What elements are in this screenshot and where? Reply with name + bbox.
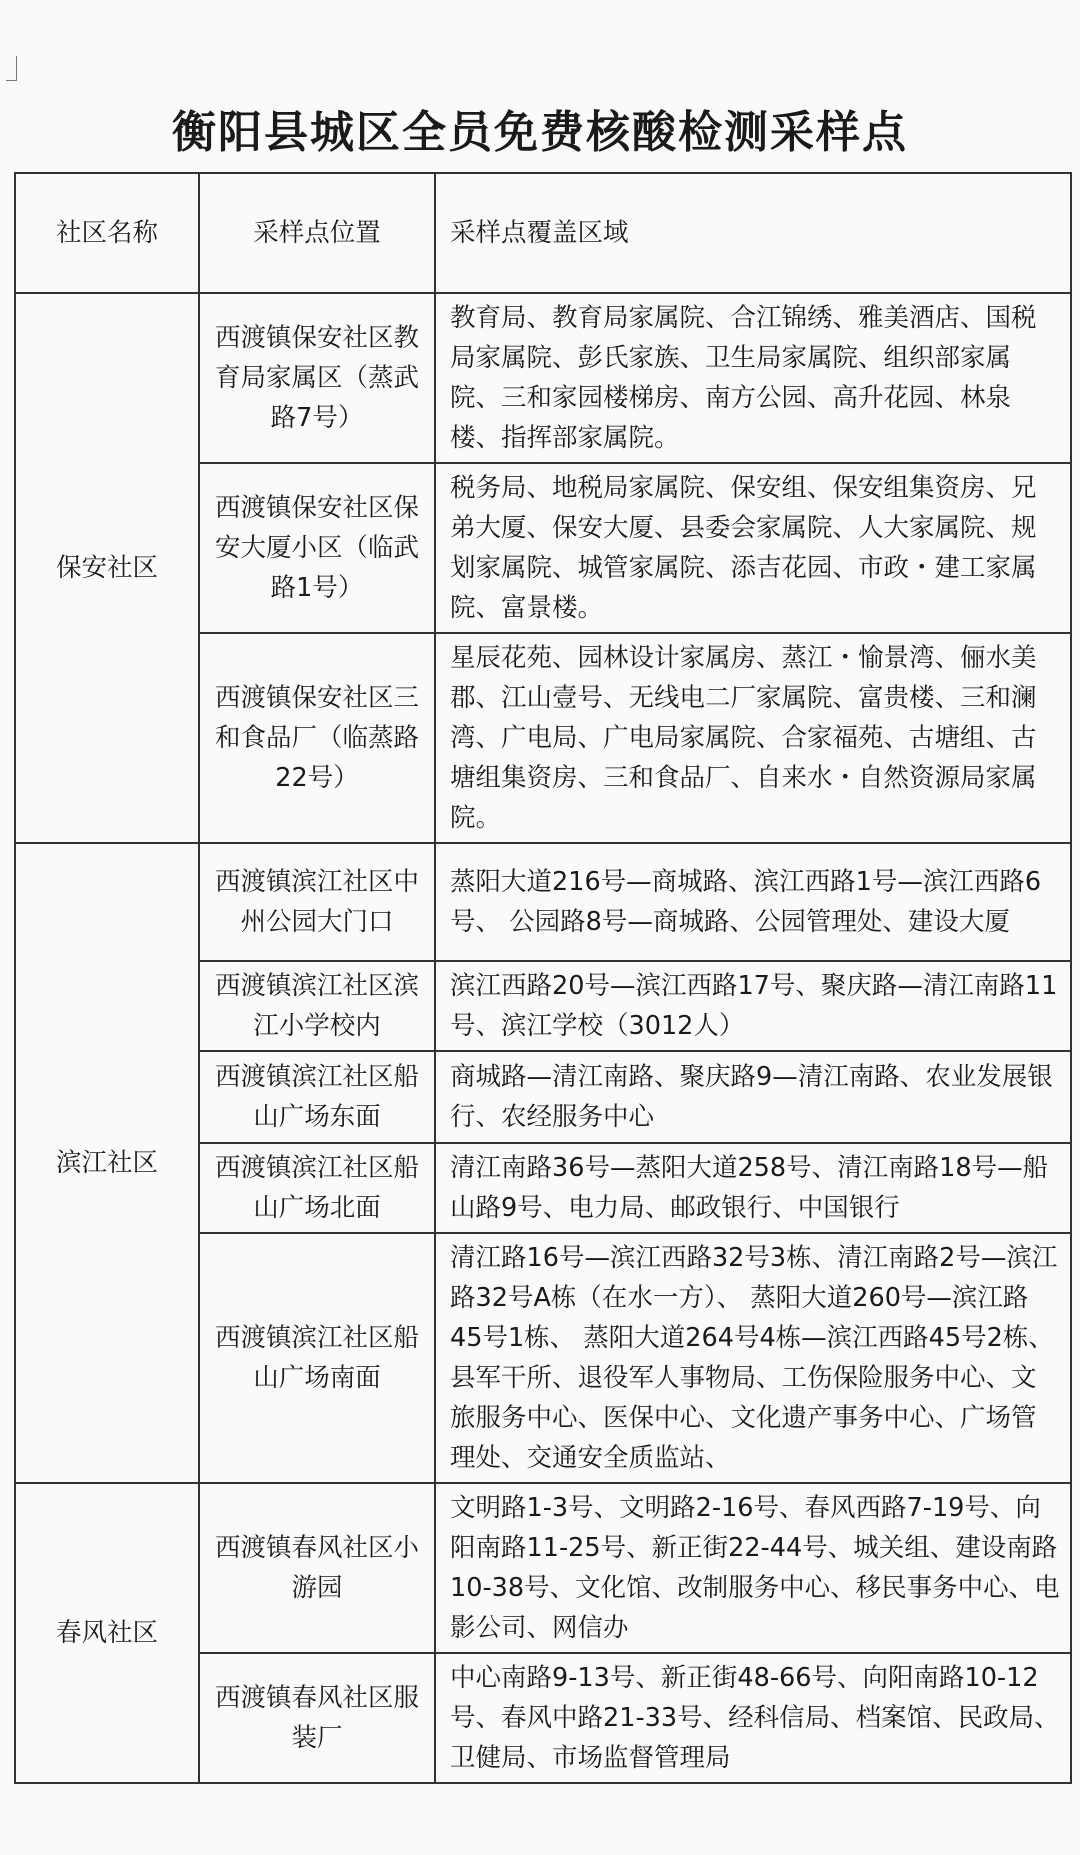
site-location-cell: 西渡镇滨江社区滨江小学校内	[199, 961, 435, 1051]
site-location-cell: 西渡镇保安社区三和食品厂（临蒸路22号）	[199, 633, 435, 843]
site-location-cell: 西渡镇滨江社区中州公园大门口	[199, 843, 435, 961]
sampling-sites-table	[14, 172, 1072, 1784]
site-location-cell: 西渡镇滨江社区船山广场南面	[199, 1233, 435, 1483]
table-row	[15, 843, 1071, 961]
coverage-area-cell: 文明路1-3号、文明路2-16号、春风西路7-19号、向阳南路11-25号、新正街22-44号、城关组、建设南路10-38号、文化馆、改制服务中心、移民事务中心、电影公司、网信办	[435, 1483, 1071, 1653]
site-location-cell: 西渡镇春风社区小游园	[199, 1483, 435, 1653]
site-location-cell: 西渡镇滨江社区船山广场东面	[199, 1051, 435, 1143]
table-row	[15, 293, 1071, 463]
header-community-name: 社区名称	[15, 173, 199, 293]
page-corner-mark	[6, 56, 17, 81]
site-location-cell: 西渡镇保安社区教育局家属区（蒸武路7号）	[199, 293, 435, 463]
coverage-area-cell: 蒸阳大道216号—商城路、滨江西路1号—滨江西路6号、 公园路8号—商城路、公园管理处、建设大厦	[435, 843, 1071, 961]
coverage-area-cell: 清江南路36号—蒸阳大道258号、清江南路18号—船山路9号、电力局、邮政银行、中国银行	[435, 1143, 1071, 1233]
coverage-area-cell: 滨江西路20号—滨江西路17号、聚庆路—清江南路11号、滨江学校（3012人）	[435, 961, 1071, 1051]
site-location-cell: 西渡镇滨江社区船山广场北面	[199, 1143, 435, 1233]
header-site-location: 采样点位置	[199, 173, 435, 293]
coverage-area-cell: 星辰花苑、园林设计家属房、蒸江・愉景湾、俪水美郡、江山壹号、无线电二厂家属院、富贵楼、三和澜湾、广电局、广电局家属院、合家福苑、古塘组、古塘组集资房、三和食品厂、自来水・自然资源局家属院。	[435, 633, 1071, 843]
community-name-cell: 保安社区	[15, 293, 199, 843]
coverage-area-cell: 商城路—清江南路、聚庆路9—清江南路、农业发展银行、农经服务中心	[435, 1051, 1071, 1143]
coverage-area-cell: 清江路16号—滨江西路32号3栋、清江南路2号—滨江路32号A栋（在水一方）、 蒸阳大道260号—滨江路45号1栋、 蒸阳大道264号4栋—滨江西路45号2栋、县军干所、退役军人事物局、工伤保险服务中心、文旅服务中心、医保中心、文化遗产事务中心、广场管理处、交通安全质监站、	[435, 1233, 1071, 1483]
community-name-cell: 春风社区	[15, 1483, 199, 1783]
community-name-cell: 滨江社区	[15, 843, 199, 1483]
table-row	[15, 1483, 1071, 1653]
header-coverage-area: 采样点覆盖区域	[435, 173, 1071, 293]
coverage-area-cell: 教育局、教育局家属院、合江锦绣、雅美酒店、国税局家属院、彭氏家族、卫生局家属院、组织部家属院、三和家园楼梯房、南方公园、高升花园、林泉楼、指挥部家属院。	[435, 293, 1071, 463]
site-location-cell: 西渡镇春风社区服装厂	[199, 1653, 435, 1783]
site-location-cell: 西渡镇保安社区保安大厦小区（临武路1号）	[199, 463, 435, 633]
coverage-area-cell: 中心南路9-13号、新正街48-66号、向阳南路10-12号、春风中路21-33号、经科信局、档案馆、民政局、卫健局、市场监督管理局	[435, 1653, 1071, 1783]
coverage-area-cell: 税务局、地税局家属院、保安组、保安组集资房、兄弟大厦、保安大厦、县委会家属院、人大家属院、规划家属院、城管家属院、添吉花园、市政・建工家属院、富景楼。	[435, 463, 1071, 633]
page-title: 衡阳县城区全员免费核酸检测采样点	[172, 107, 908, 158]
table-header-row	[15, 173, 1071, 293]
